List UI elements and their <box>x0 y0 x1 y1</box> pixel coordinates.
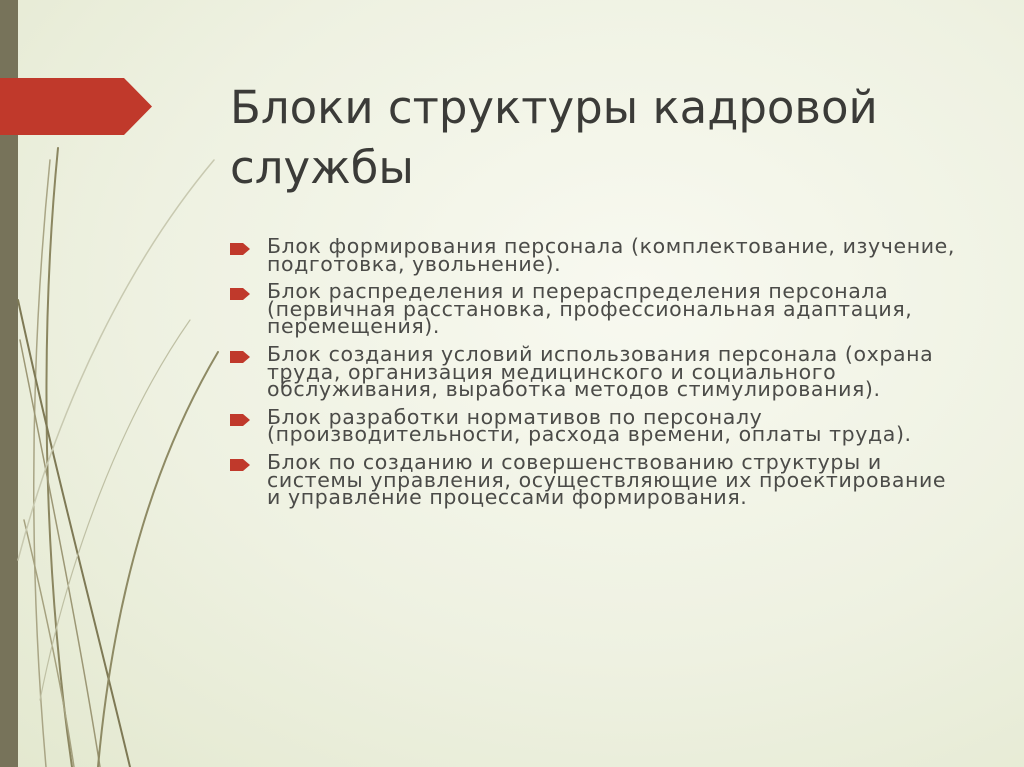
bullet-item <box>230 449 960 510</box>
bullet-text: Блок формирования персонала (комплектование, изучение, подготовка, увольнение). <box>267 234 955 276</box>
bullet-text: Блок по созданию и совершенствованию структуры и системы управления, осуществляющие их проектирование и управление процессами формирования. <box>267 449 947 510</box>
bullet-item <box>230 341 960 402</box>
arrow-right-icon <box>230 288 250 300</box>
bullet-item <box>230 234 960 276</box>
bullet-text: Блок распределения и перераспределения персонала (первичная расстановка, профессиональная адаптация, перемещения). <box>267 279 913 339</box>
arrow-right-icon <box>230 351 250 363</box>
bullet-text: Блок создания условий использования персонала (охрана труда, организация медицинского и социального обслуживания, выработка методов стимулирования). <box>267 341 934 402</box>
bullet-list <box>230 234 960 517</box>
bullet-item <box>230 404 960 447</box>
slide-title: Блоки структуры кадровой службы <box>230 81 878 194</box>
arrow-right-icon <box>230 459 250 471</box>
bullet-item <box>230 279 960 339</box>
title-accent-arrow <box>0 78 152 135</box>
arrow-right-icon <box>230 414 250 426</box>
bullet-text: Блок разработки нормативов по персоналу (производительности, расхода времени, оплаты труда). <box>267 404 912 447</box>
arrow-right-icon <box>230 243 250 255</box>
